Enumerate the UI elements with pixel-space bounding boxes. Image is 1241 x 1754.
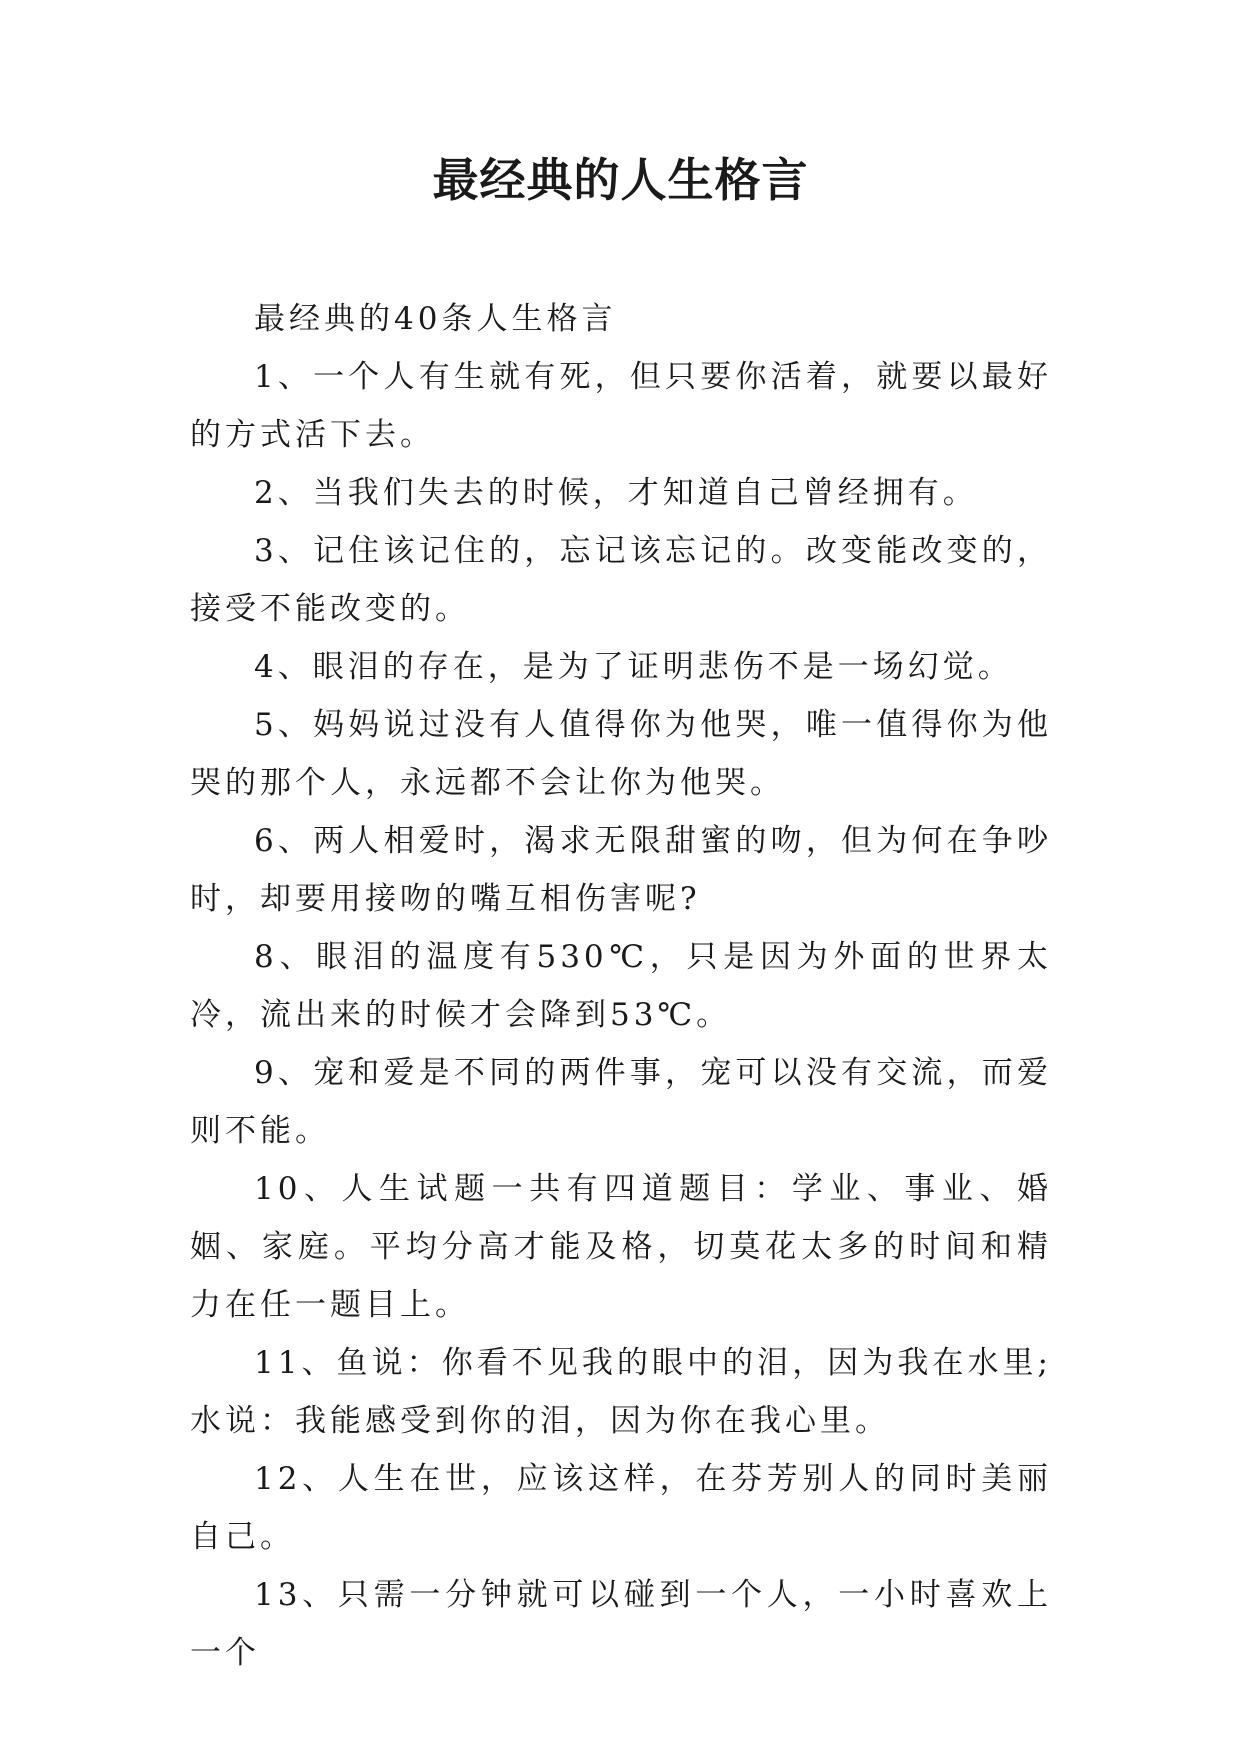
paragraph-item-3: 3、记住该记住的，忘记该忘记的。改变能改变的，接受不能改变的。 [190,533,1052,627]
document-body [190,290,1052,1682]
paragraph-item-6: 6、两人相爱时，渴求无限甜蜜的吻，但为何在争吵时，却要用接吻的嘴互相伤害呢? [190,823,1052,917]
paragraph-item-4: 4、眼泪的存在，是为了证明悲伤不是一场幻觉。 [254,649,1013,685]
paragraph-item-2: 2、当我们失去的时候，才知道自己曾经拥有。 [254,475,978,511]
paragraph-item-10: 10、人生试题一共有四道题目：学业、事业、婚姻、家庭。平均分高才能及格，切莫花太多的时间和精力在任一题目上。 [190,1171,1052,1323]
paragraph-item-8: 8、眼泪的温度有530℃，只是因为外面的世界太冷，流出来的时候才会降到53℃。 [190,939,1052,1033]
paragraph-item-5: 5、妈妈说过没有人值得你为他哭，唯一值得你为他哭的那个人，永远都不会让你为他哭。 [190,707,1052,801]
paragraph-item-9: 9、宠和爱是不同的两件事，宠可以没有交流，而爱则不能。 [190,1055,1052,1149]
document-title: 最经典的人生格言 [432,153,809,207]
paragraph-item-1: 1、一个人有生就有死，但只要你活着，就要以最好的方式活下去。 [190,359,1052,453]
paragraph-item-13: 13、只需一分钟就可以碰到一个人，一小时喜欢上一个 [190,1577,1052,1671]
paragraph-heading: 最经典的40条人生格言 [254,301,617,337]
paragraph-item-11: 11、鱼说：你看不见我的眼中的泪，因为我在水里;水说：我能感受到你的泪，因为你在我心里。 [190,1345,1052,1439]
paragraph-item-12: 12、人生在世，应该这样，在芬芳别人的同时美丽自己。 [190,1461,1052,1555]
